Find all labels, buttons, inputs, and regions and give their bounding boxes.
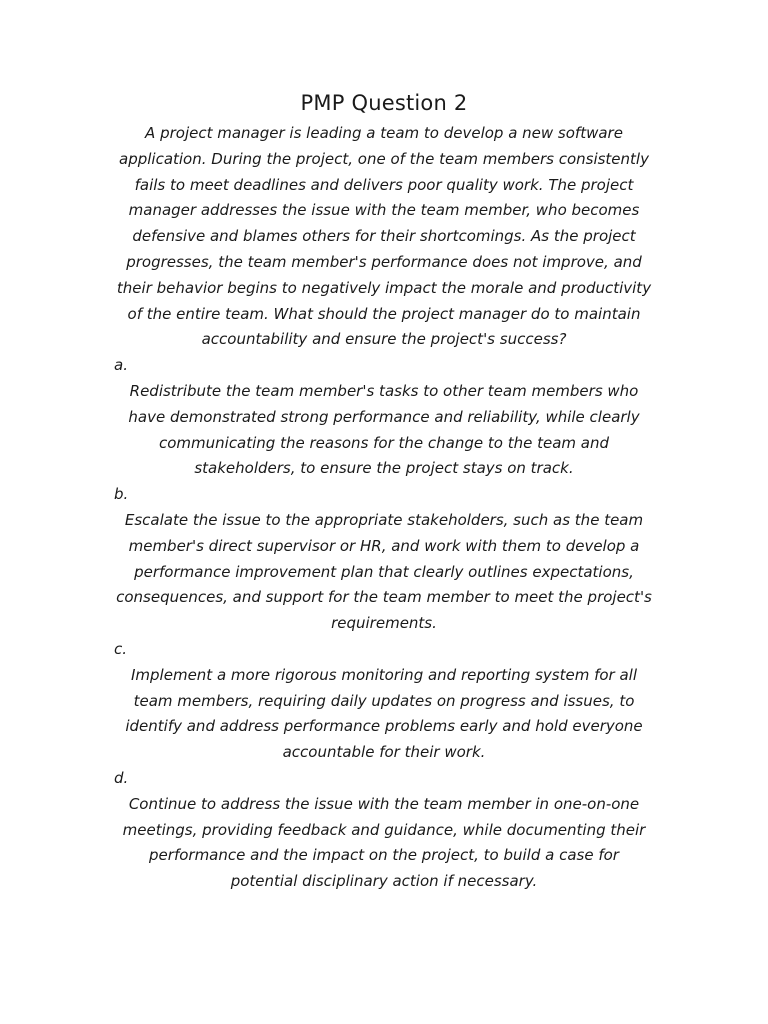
question-text: A project manager is leading a team to develop a new software application. During the project, one of the team members consistently fails to meet deadlines and delivers poor quality work. The project manager addresses the issue with the team member, who becomes defensive and blames others for their shortcomings. As the project progresses, the team member's performance does not improve, and their behavior begins to negatively impact the morale and productivity of the entire team. What should the project manager do to maintain accountability and ensure the project's success?: [116, 124, 652, 349]
option-a-letter: a.: [114, 356, 128, 375]
document-page: [114, 88, 654, 895]
option-b-letter: b.: [114, 485, 129, 504]
option-c-text: Implement a more rigorous monitoring and reporting system for all team members, requiring daily updates on progress and issues, to identify and address performance problems early and hold everyone accountable for their work.: [125, 665, 643, 762]
option-a-text: Redistribute the team member's tasks to other team members who have demonstrated strong performance and reliability, while clearly communicating the reasons for the change to the team and stakeholders, to ensure the project stays on track.: [128, 381, 640, 478]
page-title: PMP Question 2: [300, 91, 468, 115]
option-b-text: Escalate the issue to the appropriate stakeholders, such as the team member's direct supervisor or HR, and work with them to develop a performance improvement plan that clearly outlines expectations, consequences, and support for the team member to meet the project's requirements.: [116, 510, 652, 633]
option-d-text: Continue to address the issue with the team member in one-on-one meetings, providing feedback and guidance, while documenting their performance and the impact on the project, to build a case for potential disciplinary action if necessary.: [122, 794, 646, 891]
option-d-letter: d.: [114, 768, 129, 787]
option-c-letter: c.: [114, 639, 128, 658]
